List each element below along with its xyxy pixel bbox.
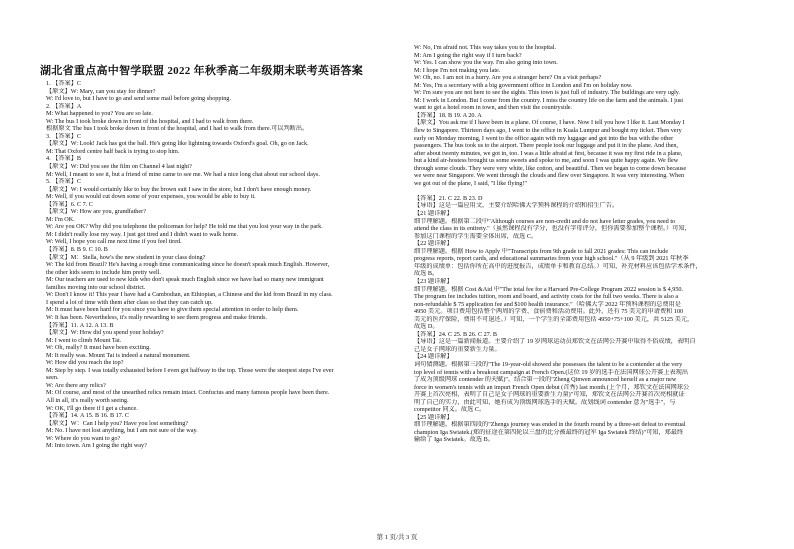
left-text-line: All in all, it's really worth seeing.	[46, 396, 129, 404]
left-text-line: M: Well, I meant to see it, but a friend of mine came to see me. We had a nice long chat about our school days.	[46, 170, 320, 178]
left-text-line: 1. 【答案】C	[46, 80, 82, 87]
right-text-line: 细节理解题。根据第四段的"Zhengs journey was ended in the fourth round by a three-set defeat to eventual	[414, 421, 686, 429]
left-text-line: 【原文】W: Did you see the film on Channel 4 last night?	[46, 163, 192, 171]
right-text-line: want to get a hotel room in town, and then visit the countryside.	[414, 104, 573, 112]
left-text-line: W: The kid from Brazil? He's having a rough time communicating since he doesn't speak much English. However,	[46, 261, 330, 269]
left-text-line: seen.	[46, 374, 59, 382]
page-footer: 第 1 页/共 3 页	[376, 534, 418, 541]
right-text-line: after about twenty minutes, we got in, too. I was a little afraid at first, because it was my first ride in a plane,	[414, 149, 683, 157]
left-text-line: 5. 【答案】C	[46, 178, 82, 186]
right-text-line: but a kind air-hostess brought us some sweets and spoke to me, and soon I was quite happy again. We flew	[414, 157, 679, 165]
left-text-line: W: It has been. Nevertheless, it's really rewarding to see them progress and make friends.	[46, 313, 267, 321]
right-text-line: 细节理解题。根据 Cost &Aid 中"The total fee for a Harvard Pre-College Program 2022 session is $ 4,950.	[414, 285, 684, 293]
right-text-line: champion Iga Swiatek.(郑的征途在第四轮以三盘的比分被最终的冠军 Iga Swiatek 终结)"可知，郑最终	[414, 428, 684, 436]
right-text-line: 【原文】You ask me if I have been in a plane. Of course, I have. Now I tell you how I like it. Last Monday I	[414, 119, 685, 127]
left-text-line: M: Of course, and most of the unearthed relics remain intact. Confucius and many famous people have been there.	[46, 389, 330, 397]
right-text-line: force in women's tennis with an impurt French Open debut (首秀) last month.(上个月，郑钦文在法国网球公	[414, 383, 690, 391]
right-text-line: 输给了 Iga Swiatek。故选 B。	[414, 436, 494, 444]
left-text-line: 【原文】W: Mary, can you stay for dinner?	[46, 87, 156, 95]
right-text-line: 4950 美元。项目费用包括整个两周的学费、食宿费和活动费用。此外，还有 75 美元的申请费和 100	[414, 308, 684, 316]
left-text-line: 【答案】11. A 12. A 13. B	[46, 321, 114, 329]
left-text-line: 4. 【答案】B	[46, 155, 82, 163]
left-text-line: 【答案】8. B 9. C 10. B	[46, 246, 108, 254]
right-text-line: M: I work in London. But I come from the country. I miss the country life on the farm and the animals. I just	[414, 96, 684, 104]
left-text-line: 【原文】W: How did you spend your holiday?	[46, 329, 164, 337]
left-text-line: M: Our teachers are used to new kids who don't speak much English since we have had so many new immigrant	[46, 276, 324, 284]
left-text-line: M: I'm OK.	[46, 215, 75, 223]
left-text-line: M: I went to climb Mount Tai.	[46, 336, 122, 344]
left-text-line: M: No. I have not lost anything, but I am not sure of the way.	[46, 427, 198, 435]
left-text-line: the other kids seem to include him pretty well.	[46, 268, 161, 276]
right-column	[414, 44, 766, 444]
right-text-line: W: Yes. I can show you the way. I'm also going into town.	[414, 59, 558, 67]
right-text-line: M: I hope I'm not making you late.	[414, 66, 501, 74]
left-text-line: M: Well, if you would cut down some of your expenses, you would be able to buy it.	[46, 193, 256, 201]
right-text-line: 故选 B。	[414, 270, 439, 278]
left-text-line: 【原文】W: How are you, grandfather?	[46, 208, 146, 216]
right-text-line: we were near Singapore. We went through the clouds and flew over Singapore. It was very interesting. When	[414, 172, 685, 180]
right-text-line: W: Oh, no. I am not in a hurry. Are you a stranger here? On a visit perhaps?	[414, 74, 602, 82]
right-text-line: early on Monday morning, I went to the office again with my luggage and got into the bus with the other	[414, 134, 674, 142]
right-text-line: 美元的医疗保险，费用不可退还。）可知，一个学生的全部费用包括 4950+75+100 美元，共 5125 美元，	[414, 315, 694, 323]
left-text-line: M: It really was. Mount Tai is indeed a natural monument.	[46, 351, 191, 359]
left-text-line: M: Step by step. I was totally exhausted before I even got halfway to the top. Those were the steepest steps I've ever	[46, 366, 334, 374]
left-text-line: I spend a lot of time with them after class so that they can catch up.	[46, 298, 213, 306]
right-text-line: passengers. The bus took us to the airport. There people took our luggage and put it in the plane. And then,	[414, 142, 679, 150]
right-text-line: through some clouds. They were very white, like cotton, and beautiful. Then we began to come down because	[414, 164, 687, 172]
left-text-line: M: I didn't really lose my way. I just got tired and I didn't want to walk home.	[46, 230, 239, 238]
right-text-line: 【24 题详解】	[414, 353, 453, 361]
right-text-line: 【23 题详解】	[414, 277, 453, 285]
right-text-line: 【导语】这是一篇应用文，主要介绍哈佛大学预科课程的介绍和招生广告。	[414, 202, 619, 210]
right-text-line: 【导语】这是一篇新闻报道。主要介绍了 19 岁网球运动员郑钦文在法网公开赛中取得不俗成绩，表明自	[414, 338, 696, 346]
page-title: 湖北省重点高中智学联盟 2022 年秋季高二年级期末联考英语答案	[40, 65, 364, 77]
right-text-line: 【答案】21. C 22. B 23. D	[414, 194, 483, 202]
left-text-line: W: Are there any relics?	[46, 381, 106, 389]
right-text-line: 明了自己的实力，由此可知，她有成为顶级网球选手的天赋。故划线词 contender 意为"选手"，与	[414, 398, 676, 406]
right-text-line: M: Yes, I'm a secretary with a big government office in London and I'm on holiday now.	[414, 81, 633, 89]
left-text-line: W: Oh, really? It must have been exciting.	[46, 344, 151, 352]
right-text-line: The program fee includes tuition, room and board, and activity costs for the full two weeks. There is also a	[414, 293, 679, 301]
left-text-line: W: Where do you want to go?	[46, 434, 121, 442]
right-text-line: competitor 同义。故选 C。	[414, 406, 486, 414]
right-text-line: 【25 题详解】	[414, 413, 453, 421]
left-text-line: 【原文】W：Can I help you? Have you lost something?	[46, 419, 189, 427]
left-text-line: 【原文】M：Stella, how's the new student in your class doing?	[46, 253, 206, 261]
right-text-line: 了成为顶级网球 contender 的天赋)"，结合第一段的"Zheng Qinwen announced herself as a major new	[414, 376, 677, 384]
right-text-line: 故选 D。	[414, 323, 439, 331]
left-text-line: 3. 【答案】C	[46, 132, 82, 140]
right-text-line: progress reports, report cards, and educational summaries from your high school."（从 9 年级到 2021 年秋季	[414, 255, 689, 263]
left-text-line: 2. 【答案】A	[46, 102, 82, 110]
left-text-line: W: I'd love to, but I have to go and send some mail before going shopping.	[46, 95, 231, 103]
right-text-line: 细节理解题。根据 How to Apply 中"Transcripts from 9th grade to fall 2021 grades: This can include	[414, 247, 669, 255]
right-text-line: attend the class in its entirety."（虽然课程没有学分，也没有字母评分，但你需要参加整个课程。）可知，	[414, 225, 691, 233]
right-text-line: 【21 题详解】	[414, 210, 453, 218]
left-text-line: W: The bus I took broke down in front of the hospital, and I had to walk from there.	[46, 117, 254, 125]
left-text-line: 【原文】W: Look! Jack has got the ball. He's going like lightning towards Oxford's goal. Oh, go on Jack.	[46, 140, 309, 148]
left-text-line: W: Don't I know it! This year I have had a Cambodian, an Ethiopian, a Chinese and the kid from Brazil in my class.	[46, 291, 333, 299]
right-text-line	[414, 187, 766, 195]
right-text-line: M: Am I going the right way if I turn back?	[414, 51, 522, 59]
right-text-line: 参加这门课程的学生需要全体出席，故选 C。	[414, 232, 538, 240]
left-column	[46, 80, 398, 450]
left-text-line: M: That Oxford centre half back is trying to stop him.	[46, 147, 180, 155]
left-text-line: 根据原文 The bus I took broke down in front of the hospital, and I had to walk from there.可以判断出。	[46, 125, 309, 133]
left-text-line: 【原文】W: I would certainly like to buy the brown suit I saw in the store, but I don't have enough money.	[46, 185, 312, 193]
left-text-line: families moving into our school district.	[46, 283, 146, 291]
right-text-line: W: I'm sure you are not here to see the sights. This town is just full of industry. The buildings are very ugly.	[414, 89, 681, 97]
right-text-line: we got out of the plane, I said, "I like flying!"	[414, 179, 527, 187]
right-text-line: 【答案】24. C 25. B 26. C 27. B	[414, 330, 498, 338]
left-text-line: W: Well, I hope you call me next time if you feel tired.	[46, 238, 182, 246]
right-text-line: 【22 题详解】	[414, 240, 453, 248]
left-text-line: W: How did you reach the top?	[46, 359, 124, 367]
right-text-line: 开赛上首次亮相，表明了自己是女子网球的重要新生力量)"可知，郑钦文在法网公开赛首次亮相就证	[414, 391, 685, 399]
left-text-line: W: Are you OK? Why did you telephone the policeman for help? He told me that you lost your way in the park.	[46, 223, 323, 231]
right-text-line: 己是女子网球的重要新生力量。	[414, 345, 501, 353]
left-text-line: M: Into town. Am I going the right way?	[46, 442, 147, 450]
right-text-line: 年级的成绩单：包括你所在高中的进度报告，成绩单卡和教育总结。）可知，补充材料应该包括学术条件，	[414, 262, 702, 270]
right-text-line: flew to Singapore. Thirteen days ago, I went to the office in Kuala Lumpur and bought my ticket. Then very	[414, 127, 682, 135]
right-text-line: non-refundable $ 75 application fee and $100 health insurance."（哈佛大学 2022 年预科课程的总费用是	[414, 300, 681, 308]
right-text-line: W: No, I'm afraid not. This way takes you to the hospital.	[414, 44, 557, 51]
left-text-line: 【答案】6. C 7. C	[46, 200, 93, 208]
left-text-line: M: What happened to you? You are so late.	[46, 110, 153, 118]
left-text-line: W: OK, I'll go there if I get a chance.	[46, 404, 138, 412]
right-text-line: 词句猜测题。根据第三段的"The 19-year-old showed she possesses the talent to be a contender at the very	[414, 360, 683, 368]
right-text-line: 细节理解题。根据第二段中"Although courses are non-credit and do not have letter grades, you need to	[414, 217, 676, 225]
right-text-line: top level of tennis with a breakout campaign at French Open.(这位 19 岁的选手在法国网球公开赛上表现出	[414, 368, 689, 376]
left-text-line: 【答案】14. A 15. B 16. B 17. C	[46, 412, 130, 420]
right-text-line: 【答案】18. B 19. A 20. A	[414, 111, 482, 119]
left-text-line: M: It must have been hard for you since you have to give them special attention in order to help them.	[46, 306, 299, 314]
